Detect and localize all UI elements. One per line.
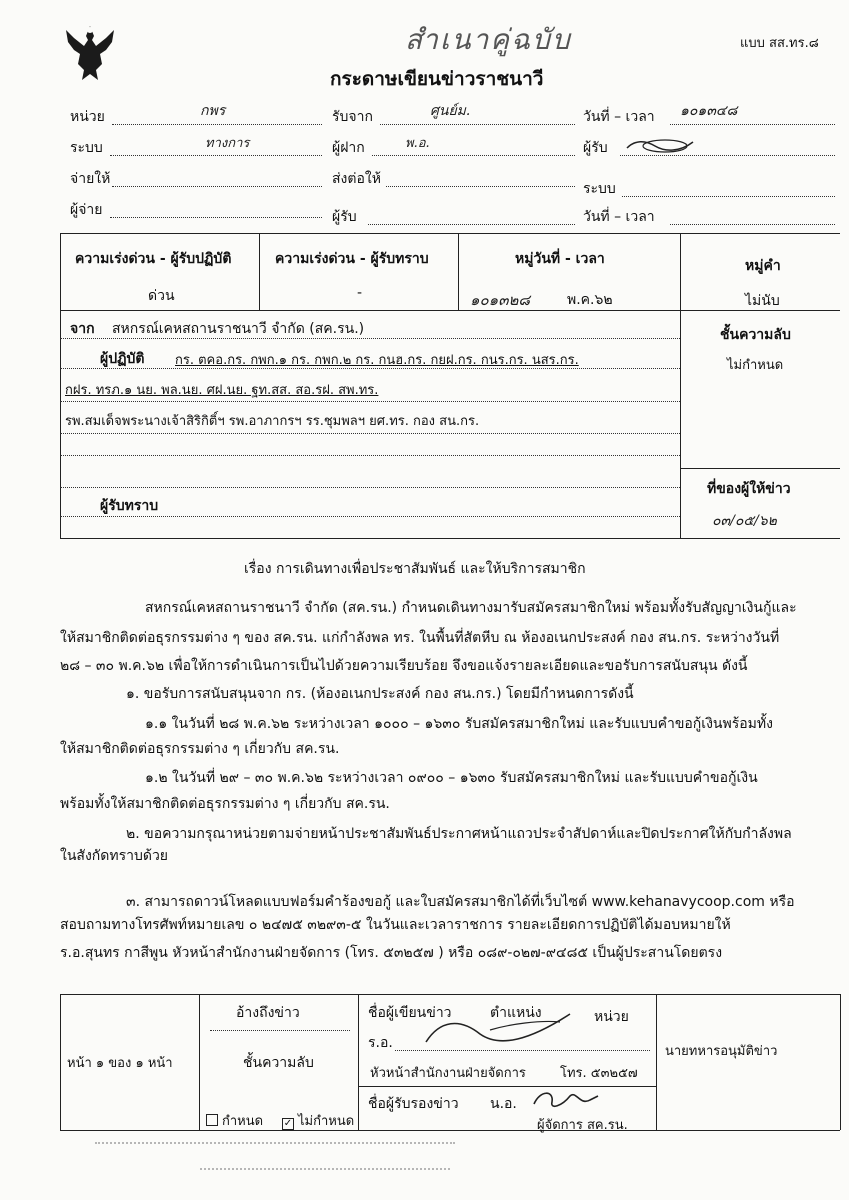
classification-header: ชั้นความลับ bbox=[720, 327, 791, 343]
received-from-value: ศูนย์ม. bbox=[430, 103, 471, 119]
writer-rank: ร.อ. bbox=[368, 1035, 393, 1051]
depositor-value: พ.อ. bbox=[405, 136, 430, 151]
from-value: สหกรณ์เคหสถานราชนาวี จำกัด (สค.รน.) bbox=[112, 321, 365, 337]
body-item3-line1: ๓. สามารถดาวน์โหลดแบบฟอร์มคำร้องขอกู้ และใบสมัครสมาชิกได้ที่เว็บไซต์ www.kehanavycoop.com หรือ bbox=[126, 894, 795, 910]
certifier-label: ชื่อผู้รับรองข่าว bbox=[368, 1096, 459, 1112]
classification-option-set[interactable]: กำหนด bbox=[206, 1110, 263, 1131]
action-addressee-label: ผู้ปฏิบัติ bbox=[100, 351, 145, 367]
receiver-label: ผู้รับ bbox=[583, 140, 608, 156]
classification-value: ไม่กำหนด bbox=[727, 358, 784, 373]
datetime2-label: วันที่ – เวลา bbox=[583, 209, 655, 225]
approver-label: นายทหารอนุมัติข่าว bbox=[665, 1044, 778, 1059]
writer-phone: โทร. ๕๓๒๕๗ bbox=[560, 1066, 638, 1081]
writer-label: ชื่อผู้เขียนข่าว bbox=[368, 1005, 452, 1021]
body-item12-line1: ๑.๒ ในวันที่ ๒๙ – ๓๐ พ.ค.๖๒ ระหว่างเวลา ๐๙๐๐ – ๑๖๓๐ รับสมัครสมาชิกใหม่ และรับแบบคำขอกู้เงิน bbox=[145, 770, 758, 786]
action-addressees-line1: กร. ตคอ.กร. กพก.๑ กร. กพก.๒ กร. กนฮ.กร. กยฝ.กร. กนร.กร. นสร.กร. bbox=[175, 353, 579, 368]
body-item11-line2: ให้สมาชิกติดต่อธุรกรรมต่าง ๆ เกี่ยวกับ สค.รน. bbox=[60, 741, 340, 757]
writer-signature bbox=[420, 1010, 580, 1052]
body-item3-line3: ร.อ.สุนทร กาสีพูน หัวหน้าสำนักงานฝ่ายจัดการ (โทร. ๕๓๒๕๗ ) หรือ ๐๘๙-๐๒๗-๙๔๘๕ เป็นผู้ประสานโดยตรง bbox=[60, 945, 723, 961]
info-priority-value: - bbox=[357, 285, 363, 301]
system-label: ระบบ bbox=[70, 140, 103, 156]
group-count-header: หมู่คำ bbox=[745, 258, 781, 274]
action-priority-header: ความเร่งด่วน - ผู้รับปฏิบัติ bbox=[75, 251, 232, 267]
received-from-label: รับจาก bbox=[332, 109, 373, 125]
info-addressee-label: ผู้รับทราบ bbox=[100, 498, 159, 514]
body-item3-line2: สอบถามทางโทรศัพท์หมายเลข ๐ ๒๔๗๕ ๓๒๙๓-๕ ในวันและเวลาราชการ รายละเอียดการปฏิบัติได้มอบหมายให้ bbox=[60, 917, 731, 933]
body-item2-line2: ในสังกัดทราบด้วย bbox=[60, 848, 169, 864]
form-title: กระดาษเขียนข่าวราชนาวี bbox=[330, 68, 544, 90]
disburse-to-label: จ่ายให้ bbox=[70, 171, 111, 187]
faded-stamp-marks bbox=[95, 1134, 455, 1144]
writer-position: หัวหน้าสำนักงานฝ่ายจัดการ bbox=[370, 1066, 526, 1081]
copy-stamp: สำเนาคู่ฉบับ bbox=[405, 23, 572, 56]
body-p1-line3: ๒๘ – ๓๐ พ.ค.๖๒ เพื่อให้การดำเนินการเป็นไปด้วยความเรียบร้อย จึงขอแจ้งรายละเอียดและขอรับการสนับสนุน ดังนี้ bbox=[60, 658, 748, 674]
body-item12-line2: พร้อมทั้งให้สมาชิกติดต่อธุรกรรมต่าง ๆ เกี่ยวกับ สค.รน. bbox=[60, 796, 390, 812]
faded-stamp-marks-2 bbox=[200, 1160, 450, 1170]
system2-label: ระบบ bbox=[583, 181, 616, 197]
form-code: แบบ สส.ทร.๘ bbox=[740, 36, 819, 51]
body-item2-line1: ๒. ขอความกรุณาหน่วยตามจ่ายหน้าประชาสัมพันธ์ประกาศหน้าแถวประจำสัปดาห์และปิดประกาศให้กับกำลังพล bbox=[126, 826, 792, 842]
garuda-emblem-icon bbox=[62, 22, 118, 84]
body-item11-line1: ๑.๑ ในวันที่ ๒๘ พ.ค.๖๒ ระหว่างเวลา ๑๐๐๐ – ๑๖๓๐ รับสมัครสมาชิกใหม่ และรับแบบคำขอกู้เงินพร้อมทั้ง bbox=[145, 716, 773, 732]
writer-unit-label: หน่วย bbox=[594, 1009, 629, 1025]
dtg-header: หมู่วันที่ - เวลา bbox=[515, 251, 605, 267]
dtg-value: ๑๐๑๓๒๘ bbox=[470, 291, 530, 309]
certifier-signature bbox=[530, 1086, 600, 1112]
dtg-month: พ.ค.๖๒ bbox=[567, 292, 613, 308]
checkmark-box-icon: ✓ bbox=[283, 1118, 293, 1129]
datetime-value: ๑๐๑๓๔๘ bbox=[680, 103, 738, 119]
receiver2-label: ผู้รับ bbox=[332, 209, 357, 225]
from-label: จาก bbox=[70, 321, 95, 337]
body-item1: ๑. ขอรับการสนับสนุนจาก กร. (ห้องอเนกประสงค์ กอง สน.กร.) โดยมีกำหนดการดังนี้ bbox=[126, 686, 634, 702]
originator-ref-header: ที่ของผู้ให้ข่าว bbox=[707, 481, 791, 497]
forward-to-label: ส่งต่อให้ bbox=[332, 171, 381, 187]
subject-line: เรื่อง การเดินทางเพื่อประชาสัมพันธ์ และให้บริการสมาชิก bbox=[244, 561, 586, 577]
depositor-label: ผู้ฝาก bbox=[332, 140, 365, 156]
originator-ref-value: ๐๓/๐๕/๖๒ bbox=[712, 513, 777, 529]
writer-position-label: ตำแหน่ง bbox=[490, 1005, 542, 1021]
datetime-label: วันที่ – เวลา bbox=[583, 109, 655, 125]
reference-label: อ้างถึงข่าว bbox=[236, 1005, 300, 1021]
info-priority-header: ความเร่งด่วน - ผู้รับทราบ bbox=[275, 251, 429, 267]
classification-option-unset[interactable]: ✓ ไม่กำหนด bbox=[283, 1114, 355, 1129]
action-addressees-line2: กฝร. ทรภ.๑ นย. พล.นย. ศฝ.นย. ฐท.สส. สอ.รฝ. สพ.ทร. bbox=[65, 383, 379, 398]
receiver-signature bbox=[625, 136, 695, 156]
system-value: ทางการ bbox=[205, 136, 250, 151]
body-p1-line1: สหกรณ์เคหสถานราชนาวี จำกัด (สค.รน.) กำหนดเดินทางมารับสมัครสมาชิกใหม่ พร้อมทั้งรับสัญญาเงินกู้และ bbox=[145, 600, 797, 616]
action-priority-value: ด่วน bbox=[148, 288, 175, 304]
action-addressees-line3: รพ.สมเด็จพระนางเจ้าสิริกิติ์ฯ รพ.อาภากรฯ รร.ชุมพลฯ ยศ.ทร. กอง สน.กร. bbox=[65, 414, 480, 429]
disburser-label: ผู้จ่าย bbox=[70, 202, 103, 218]
unit-label: หน่วย bbox=[70, 109, 105, 125]
unit-value: กพร bbox=[200, 103, 226, 119]
group-count-value: ไม่นับ bbox=[745, 293, 780, 309]
page-count: หน้า ๑ ของ ๑ หน้า bbox=[67, 1056, 173, 1071]
unchecked-box-icon bbox=[206, 1114, 218, 1126]
certifier-rank: น.อ. bbox=[490, 1096, 517, 1112]
certifier-position: ผู้จัดการ สค.รน. bbox=[537, 1118, 628, 1133]
footer-classification-label: ชั้นความลับ bbox=[243, 1055, 314, 1071]
body-p1-line2: ให้สมาชิกติดต่อธุรกรรมต่าง ๆ ของ สค.รน. แก่กำลังพล ทร. ในพื้นที่สัตหีบ ณ ห้องอเนกประสงค์ กอง สน.กร. ระหว่างวันที่ bbox=[60, 630, 780, 646]
